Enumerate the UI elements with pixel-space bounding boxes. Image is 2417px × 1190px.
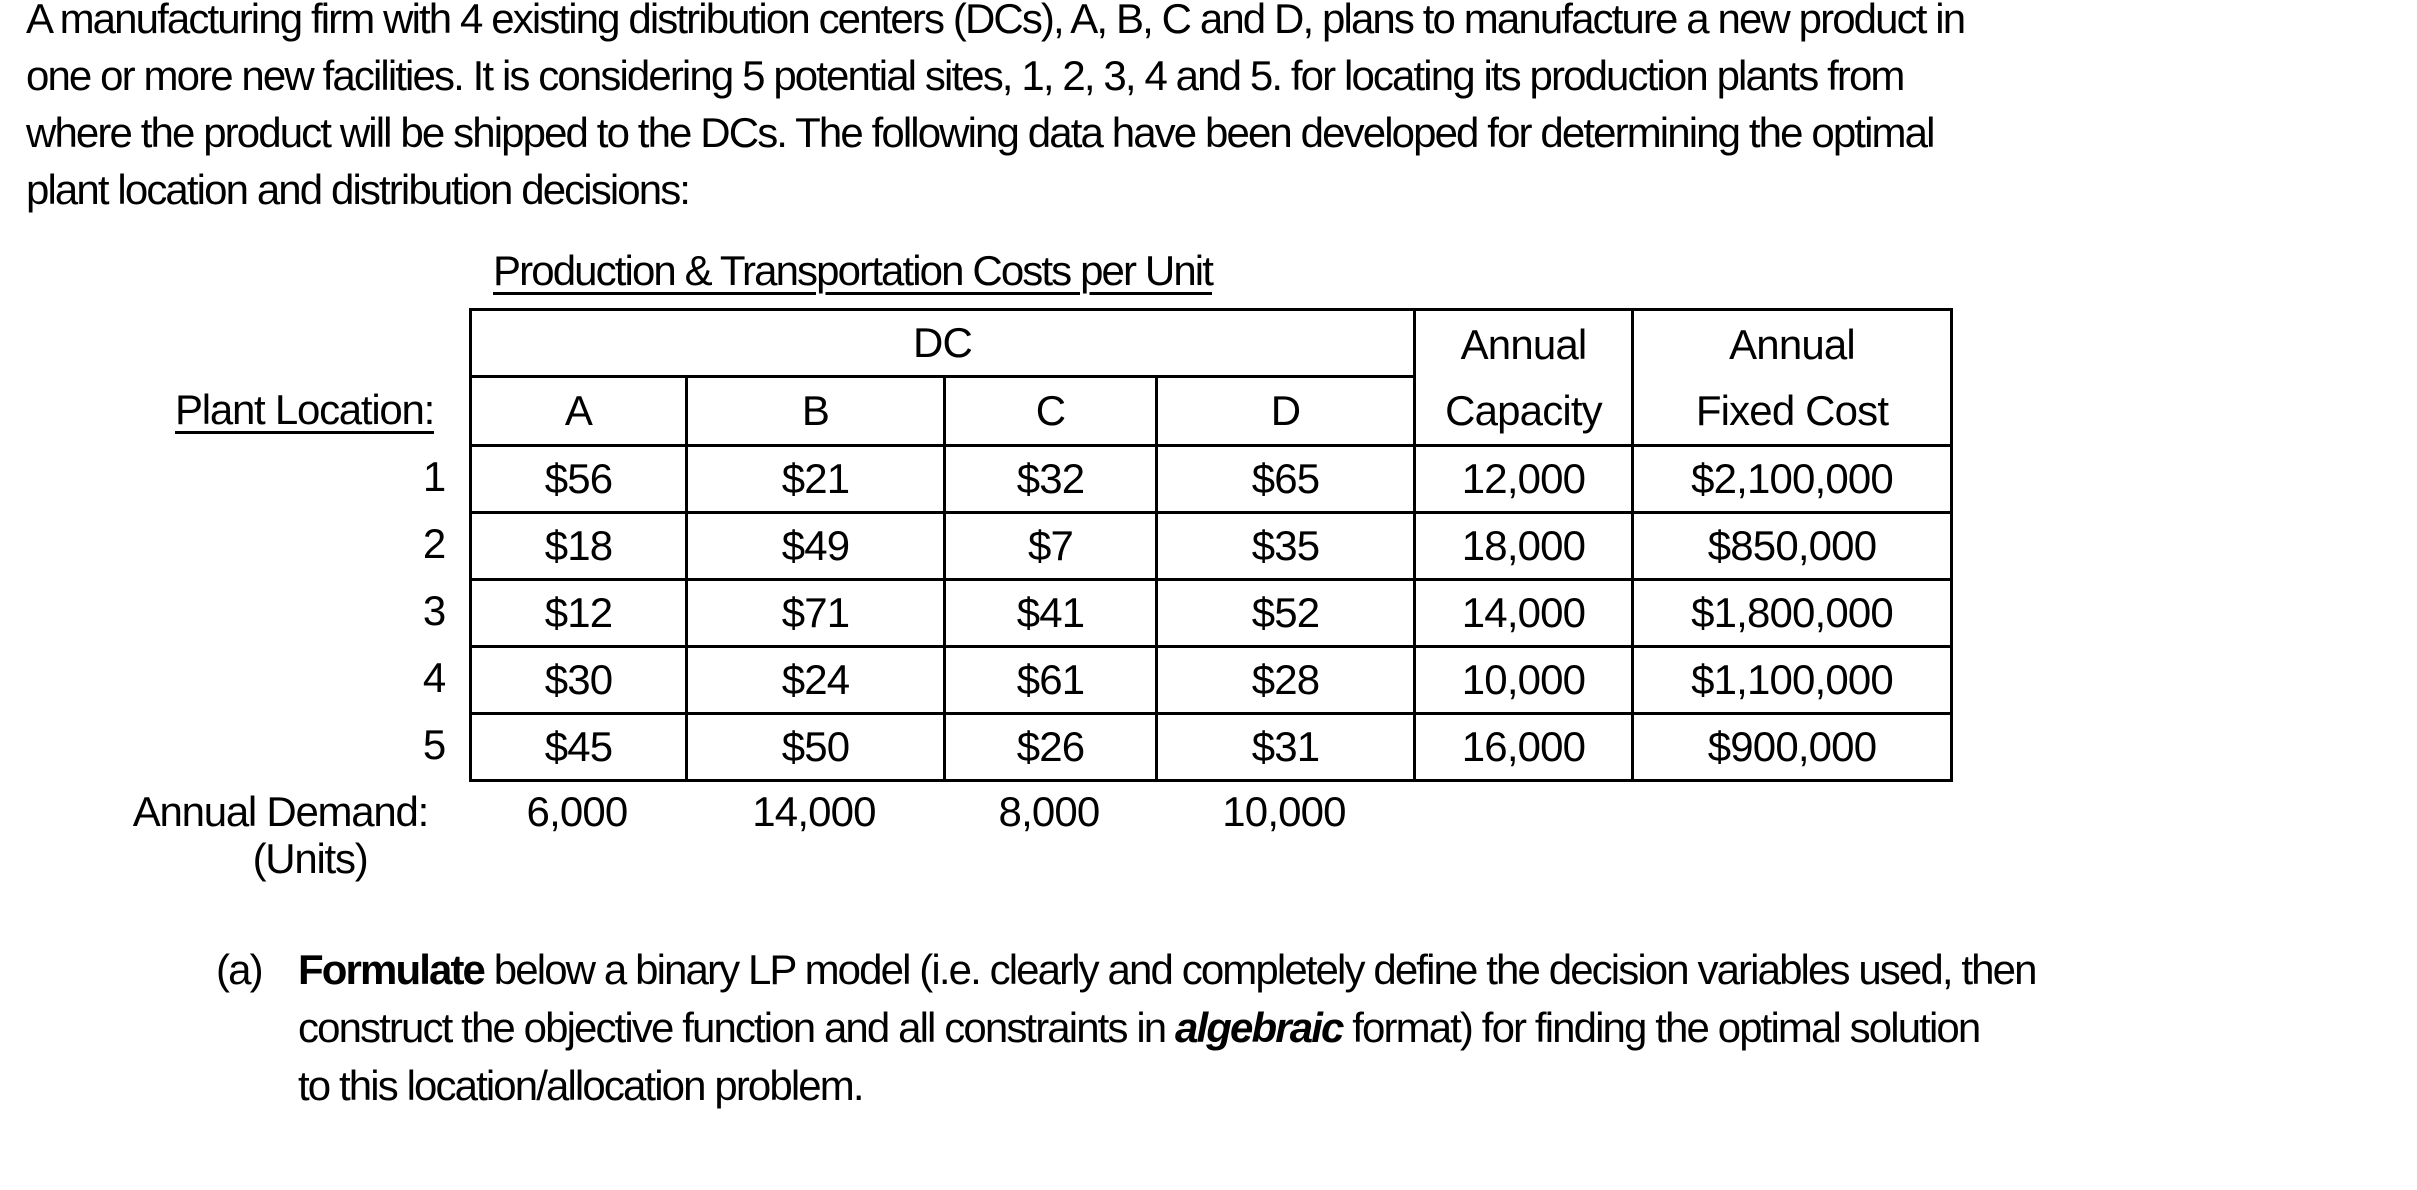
cost-cell: $41 (945, 580, 1157, 647)
cost-cell: $56 (471, 446, 687, 513)
question-line-1: Formulate below a binary LP model (i.e. clearly and completely define the decision variables used, then (298, 946, 2036, 993)
cost-cell: $28 (1157, 647, 1415, 714)
intro-line-3: where the product will be shipped to the DCs. The following data have been developed for determining the optimal (26, 109, 1934, 156)
question-line-3: to this location/allocation problem. (298, 1062, 863, 1109)
cost-cell: $21 (687, 446, 945, 513)
capacity-cell: 10,000 (1415, 647, 1633, 714)
question-label: (a) (216, 946, 262, 993)
intro-line-2: one or more new facilities. It is considering 5 potential sites, 1, 2, 3, 4 and 5. for locating its production plants from (26, 52, 1904, 99)
fixed-cost-cell: $2,100,000 (1633, 446, 1952, 513)
annual-capacity-header-line1: Annual (1460, 320, 1587, 368)
formulate-bold: Formulate (298, 946, 485, 993)
table-title: Production & Transportation Costs per Unit (493, 247, 1213, 294)
table-row (471, 647, 1952, 714)
dc-col-header-a: A (471, 377, 687, 446)
demand-value: 6,000 (526, 788, 628, 835)
plant-row-number: 4 (422, 654, 445, 701)
annual-capacity-header-line2: Capacity (1445, 386, 1602, 434)
costs-table (469, 308, 1953, 782)
table-row (471, 714, 1952, 781)
annual-capacity-header-cell (1415, 310, 1633, 446)
cost-cell: $61 (945, 647, 1157, 714)
intro-line-4: plant location and distribution decisions: (26, 166, 690, 213)
dc-header-cell: DC (471, 310, 1415, 377)
plant-location-label: Plant Location: (175, 386, 434, 433)
capacity-cell: 12,000 (1415, 446, 1633, 513)
annual-fixed-cost-header-line2: Fixed Cost (1695, 386, 1889, 434)
question-section (216, 941, 2036, 1115)
cost-cell: $65 (1157, 446, 1415, 513)
demand-value: 8,000 (998, 788, 1100, 835)
algebraic-emphasis: algebraic (1175, 1004, 1343, 1051)
table-row (471, 446, 1952, 513)
annual-demand-label: Annual Demand: (132, 788, 428, 835)
demand-value: 14,000 (752, 788, 876, 835)
units-label: (Units) (252, 835, 368, 882)
capacity-cell: 14,000 (1415, 580, 1633, 647)
cost-cell: $26 (945, 714, 1157, 781)
cost-cell: $52 (1157, 580, 1415, 647)
table-row (471, 513, 1952, 580)
demand-value: 10,000 (1222, 788, 1346, 835)
intro-line-1: A manufacturing firm with 4 existing distribution centers (DCs), A, B, C and D, plans to manufacture a new product in (26, 0, 1965, 42)
cost-cell: $24 (687, 647, 945, 714)
question-text (298, 941, 2036, 1115)
question-line-2: construct the objective function and all constraints in algebraic format) for finding the optimal solution (298, 1004, 1980, 1051)
capacity-cell: 18,000 (1415, 513, 1633, 580)
intro-paragraph (26, 0, 2406, 218)
cost-cell: $30 (471, 647, 687, 714)
dc-col-header-c: C (945, 377, 1157, 446)
cost-cell: $31 (1157, 714, 1415, 781)
plant-row-number: 3 (422, 587, 445, 634)
cost-cell: $50 (687, 714, 945, 781)
plant-row-number: 1 (422, 453, 445, 500)
fixed-cost-cell: $900,000 (1633, 714, 1952, 781)
fixed-cost-cell: $850,000 (1633, 513, 1952, 580)
cost-cell: $32 (945, 446, 1157, 513)
annual-fixed-cost-header-cell (1633, 310, 1952, 446)
plant-row-number: 5 (422, 721, 445, 768)
plant-row-number: 2 (422, 520, 445, 567)
table-row (471, 580, 1952, 647)
cost-cell: $49 (687, 513, 945, 580)
fixed-cost-cell: $1,800,000 (1633, 580, 1952, 647)
table-header-row-dc (471, 310, 1952, 377)
cost-cell: $45 (471, 714, 687, 781)
annual-fixed-cost-header-line1: Annual (1729, 320, 1855, 368)
cost-cell: $35 (1157, 513, 1415, 580)
cost-cell: $12 (471, 580, 687, 647)
cost-cell: $71 (687, 580, 945, 647)
cost-cell: $18 (471, 513, 687, 580)
fixed-cost-cell: $1,100,000 (1633, 647, 1952, 714)
dc-col-header-b: B (687, 377, 945, 446)
capacity-cell: 16,000 (1415, 714, 1633, 781)
dc-col-header-d: D (1157, 377, 1415, 446)
cost-cell: $7 (945, 513, 1157, 580)
